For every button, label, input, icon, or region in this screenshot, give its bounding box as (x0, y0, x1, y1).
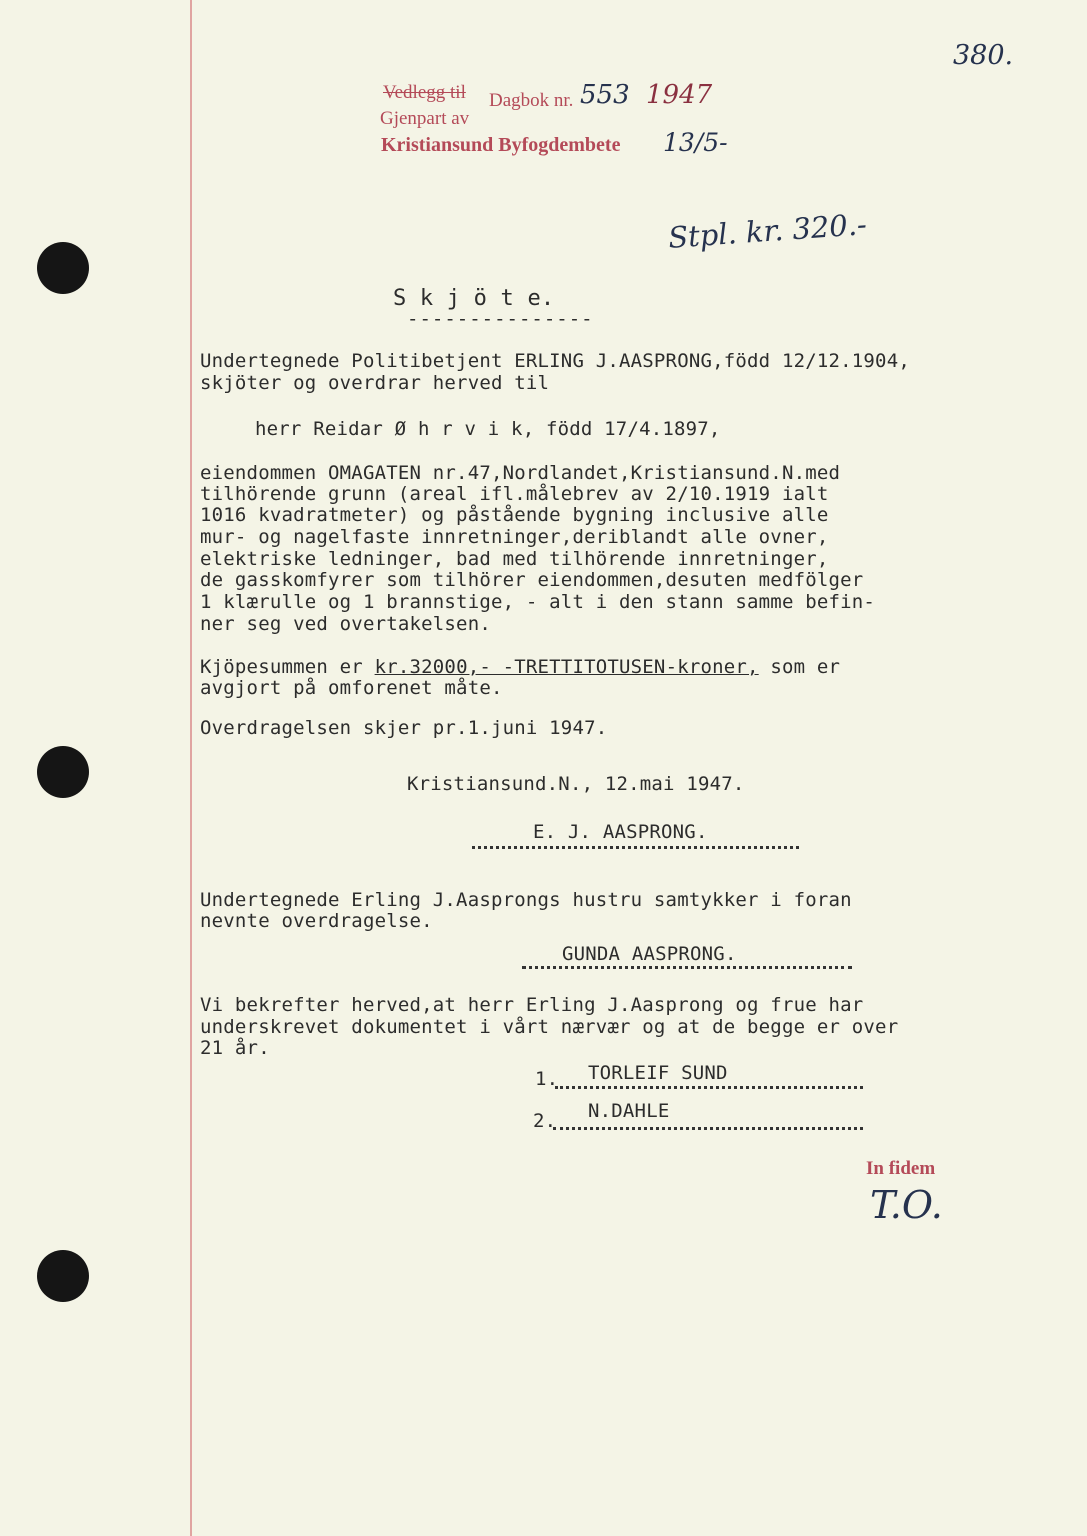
fee-note: Stpl. kr. 320.- (667, 207, 868, 255)
page-number: 380. (953, 40, 1014, 71)
stamp-struck-text: Vedlegg til (383, 82, 466, 103)
body-line: eiendommen OMAGATEN nr.47,Nordlandet,Kristiansund.N.med (200, 462, 841, 484)
body-line: de gasskomfyrer som tilhörer eiendommen,desuten medfölger (200, 569, 864, 591)
price-prefix: Kjöpesummen er (200, 656, 375, 678)
margin-line (190, 0, 192, 1536)
body-line: ner seg ved overtakelsen. (200, 613, 491, 635)
signature-seller: E. J. AASPRONG. (533, 821, 708, 843)
stamp-date: 13/5- (663, 128, 728, 157)
document-title: S k j ö t e. (393, 286, 555, 311)
signature-dotted-line (522, 966, 852, 969)
buyer-line: herr Reidar Ø h r v i k, född 17/4.1897, (255, 418, 721, 440)
price-amount: kr.32000,- -TRETTITOTUSEN-kroner, (374, 656, 759, 678)
witness-number: 1. (535, 1068, 559, 1090)
dagbok-label: Dagbok nr. (489, 90, 574, 111)
stamp-office: Kristiansund Byfogdembete (381, 134, 621, 156)
body-line: elektriske ledninger, bad med tilhörende innretninger, (200, 548, 829, 570)
price-suffix: som er (758, 656, 841, 678)
witness-name: N.DAHLE (588, 1100, 670, 1122)
title-underline: --------------- (407, 308, 594, 330)
dagbok-year: 1947 (646, 80, 713, 110)
body-line: avgjort på omforenet måte. (200, 677, 503, 699)
punch-hole (37, 1250, 89, 1302)
body-line: 1016 kvadratmeter) og påstående bygning inclusive alle (200, 504, 829, 526)
body-line: Vi bekrefter herved,at herr Erling J.Aasprong og frue har (200, 994, 864, 1016)
body-line: tilhörende grunn (areal ifl.målebrev av 2/10.1919 ialt (200, 483, 829, 505)
body-line: mur- og nagelfaste innretninger,deriblandt alle ovner, (200, 526, 829, 548)
body-line: nevnte overdragelse. (200, 910, 433, 932)
fidem-stamp: In fidem (866, 1158, 936, 1179)
registry-stamp-line1 (383, 82, 466, 104)
witness-dotted-line (553, 1127, 863, 1130)
place-date: Kristiansund.N., 12.mai 1947. (407, 773, 745, 795)
punch-hole (37, 242, 89, 294)
witness-number: 2. (533, 1110, 557, 1132)
signature-spouse: GUNDA AASPRONG. (562, 943, 737, 965)
punch-hole (37, 746, 89, 798)
fidem-initials: T.O. (870, 1183, 943, 1227)
stamp-gjenpart: Gjenpart av (380, 108, 470, 129)
body-line: Undertegnede Politibetjent ERLING J.AASPRONG,född 12/12.1904, (200, 350, 910, 372)
body-line: underskrevet dokumentet i vårt nærvær og at de begge er over (200, 1016, 899, 1038)
body-line: skjöter og overdrar herved til (200, 372, 550, 394)
signature-dotted-line (472, 846, 799, 849)
transfer-line: Overdragelsen skjer pr.1.juni 1947. (200, 717, 608, 739)
body-line: 21 år. (200, 1037, 270, 1059)
price-line (200, 656, 840, 678)
body-line: 1 klærulle og 1 brannstige, - alt i den stann samme befin- (200, 591, 876, 613)
dagbok-number: 553 (580, 80, 630, 110)
witness-name: TORLEIF SUND (588, 1062, 728, 1084)
body-line: Undertegnede Erling J.Aasprongs hustru samtykker i foran (200, 889, 852, 911)
witness-dotted-line (555, 1086, 863, 1089)
